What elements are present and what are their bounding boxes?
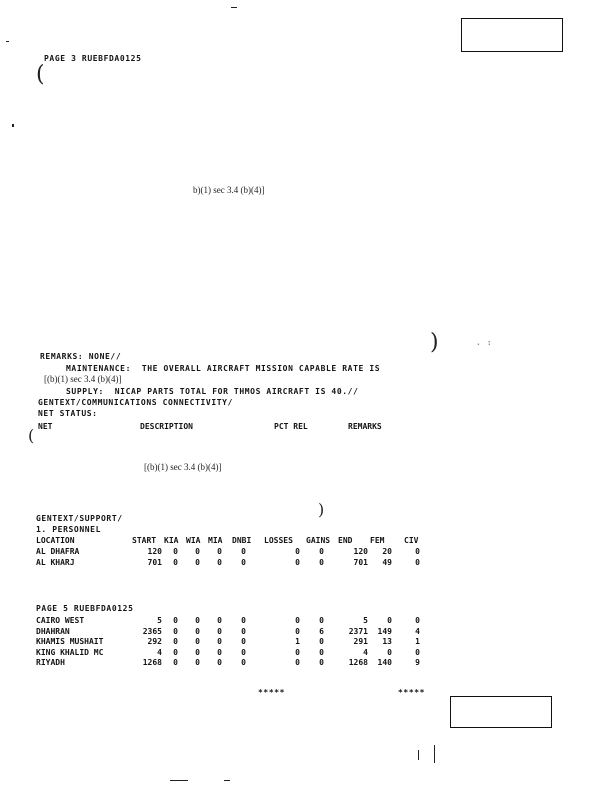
col-end: END [338, 536, 353, 545]
cell-civ: 0 [415, 647, 420, 657]
scan-smudge: . : [476, 338, 493, 347]
cell-fem: 49 [382, 557, 392, 567]
cell-dnbi: 0 [241, 637, 246, 646]
cell-kia: 0 [173, 557, 178, 567]
cell-dnbi: 0 [241, 616, 246, 625]
cell-end: 291 [353, 637, 368, 646]
col-fem: FEM [370, 536, 385, 545]
cell-civ: 4 [415, 626, 420, 636]
cell-wia: 0 [195, 616, 200, 625]
asterisks-left: ***** [258, 688, 286, 697]
cell-dnbi: 0 [241, 557, 246, 567]
page-header-5: PAGE 5 RUEBFDA0125 [36, 604, 134, 613]
scan-line [418, 750, 419, 760]
cell-fem: 0 [387, 647, 392, 657]
col-start: START [132, 536, 157, 545]
cell-wia: 0 [195, 658, 200, 667]
scan-speck [170, 780, 188, 781]
cell-end: 2371 [348, 626, 368, 636]
cell-start: 701 [147, 557, 162, 567]
cell-wia: 0 [195, 626, 200, 636]
cell-start: 1268 [142, 658, 162, 667]
cell-location: CAIRO WEST [36, 616, 85, 625]
cell-start: 5 [157, 616, 162, 625]
supply-line: SUPPLY: NICAP PARTS TOTAL FOR THMOS AIRCRAFT IS 40.// [66, 387, 359, 396]
cell-kia: 0 [173, 658, 178, 667]
scan-speck [231, 7, 237, 8]
col-mia: MIA [208, 536, 223, 545]
cell-dnbi: 0 [241, 626, 246, 636]
cell-fem: 140 [377, 658, 392, 667]
cell-losses: 0 [295, 616, 300, 625]
cell-mia: 0 [217, 647, 222, 657]
cell-location: KHAMIS MUSHAIT [36, 637, 104, 646]
cell-wia: 0 [195, 647, 200, 657]
bracket-mark-right: ) [318, 500, 325, 519]
col-gains: GAINS [306, 536, 331, 545]
cell-location: AL DHAFRA [36, 547, 80, 556]
cell-kia: 0 [173, 637, 178, 646]
cell-mia: 0 [217, 547, 222, 556]
scan-speck [12, 124, 14, 127]
cell-fem: 0 [387, 616, 392, 625]
cell-mia: 0 [217, 637, 222, 646]
col-location: LOCATION [36, 536, 75, 545]
asterisks-right: ***** [398, 688, 426, 697]
corner-box-bottom-right [450, 696, 552, 728]
cell-end: 5 [363, 616, 368, 625]
net-col-header: NET [38, 422, 53, 431]
cell-wia: 0 [195, 557, 200, 567]
cell-gains: 0 [319, 557, 324, 567]
cell-mia: 0 [217, 658, 222, 667]
col-dnbi: DNBI [232, 536, 252, 545]
cell-start: 120 [147, 547, 162, 556]
cell-losses: 0 [295, 626, 300, 636]
cell-start: 4 [157, 647, 162, 657]
cell-end: 120 [353, 547, 368, 556]
cell-start: 2365 [142, 626, 162, 636]
cell-civ: 1 [415, 637, 420, 646]
page-header-3: PAGE 3 RUEBFDA0125 [44, 54, 142, 63]
cell-civ: 0 [415, 616, 420, 625]
col-civ: CIV [404, 536, 419, 545]
cell-end: 4 [363, 647, 368, 657]
bracket-mark-right: ) [430, 330, 439, 355]
cell-kia: 0 [173, 626, 178, 636]
cell-kia: 0 [173, 547, 178, 556]
net-status: NET STATUS: [38, 409, 98, 418]
col-wia: WIA [186, 536, 201, 545]
cell-gains: 0 [319, 616, 324, 625]
cell-mia: 0 [217, 557, 222, 567]
cell-kia: 0 [173, 647, 178, 657]
cell-mia: 0 [217, 616, 222, 625]
cell-civ: 0 [415, 557, 420, 567]
cell-fem: 13 [382, 637, 392, 646]
cell-location: RIYADH [36, 658, 65, 667]
net-table-header [0, 422, 600, 434]
cell-start: 292 [147, 637, 162, 646]
cell-civ: 0 [415, 547, 420, 556]
cell-gains: 0 [319, 658, 324, 667]
cell-location: KING KHALID MC [36, 647, 104, 657]
cell-losses: 0 [295, 547, 300, 556]
scan-speck [224, 780, 230, 781]
cell-end: 1268 [348, 658, 368, 667]
bracket-mark: ( [28, 426, 35, 445]
maintenance-line: MAINTENANCE: THE OVERALL AIRCRAFT MISSION CAPABLE RATE IS [66, 364, 381, 373]
remarks-none: REMARKS: NONE// [40, 352, 122, 361]
cell-dnbi: 0 [241, 658, 246, 667]
cell-end: 701 [353, 557, 368, 567]
scan-speck [6, 41, 9, 42]
cell-gains: 6 [319, 626, 324, 636]
redaction-note-1: b)(1) sec 3.4 (b)(4)] [193, 185, 265, 195]
personnel-heading: 1. PERSONNEL [36, 525, 101, 534]
cell-gains: 0 [319, 647, 324, 657]
cell-civ: 9 [415, 658, 420, 667]
cell-gains: 0 [319, 547, 324, 556]
gentext-support: GENTEXT/SUPPORT/ [36, 514, 123, 523]
cell-wia: 0 [195, 637, 200, 646]
cell-dnbi: 0 [241, 547, 246, 556]
bracket-mark: ( [36, 62, 45, 87]
cell-kia: 0 [173, 616, 178, 625]
cell-losses: 0 [295, 647, 300, 657]
cell-losses: 1 [295, 637, 300, 646]
corner-box-top-right [461, 18, 563, 52]
remarks-col-header: REMARKS [348, 422, 382, 431]
col-kia: KIA [164, 536, 179, 545]
redaction-note-3: [(b)(1) sec 3.4 (b)(4)] [144, 462, 222, 472]
cell-fem: 20 [382, 547, 392, 556]
cell-fem: 149 [377, 626, 392, 636]
col-losses: LOSSES [264, 536, 293, 545]
cell-mia: 0 [217, 626, 222, 636]
cell-gains: 0 [319, 637, 324, 646]
cell-dnbi: 0 [241, 647, 246, 657]
cell-location: DHAHRAN [36, 626, 70, 636]
cell-location: AL KHARJ [36, 557, 75, 567]
redaction-note-2: [(b)(1) sec 3.4 (b)(4)] [44, 374, 122, 384]
gentext-communications: GENTEXT/COMMUNICATIONS CONNECTIVITY/ [38, 398, 233, 407]
cell-wia: 0 [195, 547, 200, 556]
pct-rel-col-header: PCT REL [274, 422, 308, 431]
description-col-header: DESCRIPTION [140, 422, 193, 431]
cell-losses: 0 [295, 557, 300, 567]
cell-losses: 0 [295, 658, 300, 667]
scan-line [434, 745, 435, 763]
